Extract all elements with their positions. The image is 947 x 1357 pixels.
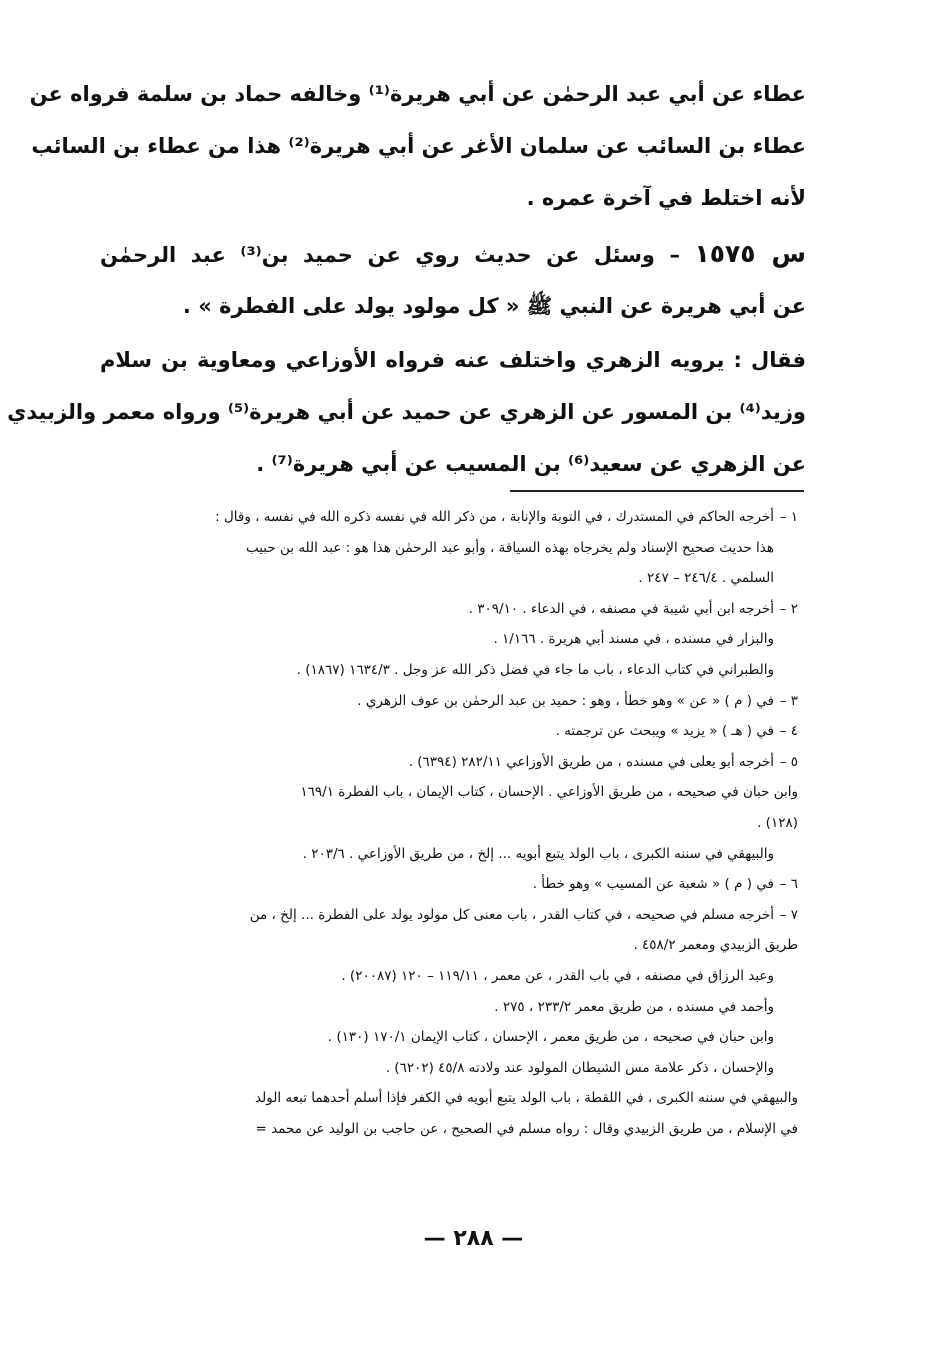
footnote-line: [98, 533, 798, 564]
footnote-text: أخرجه أبو يعلى في مسنده ، من طريق الأوزاعي ٢٨٢/١١ (٦٣٩٤) .: [408, 753, 774, 770]
question-block: [100, 228, 806, 332]
footnote-text: والإحسان ، ذكر علامة مس الشيطان المولود عند ولادته ٤٥/٨ (٦٢٠٢) .: [385, 1059, 774, 1076]
answer-line-1: فقال : يرويه الزهري واختلف عنه فرواه الأوزاعي ومعاوية بن سلام: [100, 348, 806, 372]
footnote-line: [98, 563, 798, 594]
footnote-number: ٤ –: [779, 723, 798, 740]
footnote-line: [98, 808, 798, 839]
question-line-2: عن أبي هريرة عن النبي ﷺ « كل مولود يولد على الفطرة » .: [182, 294, 806, 318]
main-line-2: عطاء بن السائب عن سلمان الأغر عن أبي هريرة⁽²⁾ هذا من عطاء بن السائب: [31, 134, 806, 158]
footnote-text: في ( هـ ) « يزيد » ويبحث عن ترجمته .: [555, 723, 774, 740]
footnote-number: ٥ –: [779, 753, 798, 770]
footnote-text: وأحمد في مسنده ، من طريق معمر ٢٣٣/٢ ، ٢٧٥ .: [494, 998, 774, 1015]
footnote-text: السلمي . ٢٤٦/٤ – ٢٤٧ .: [638, 570, 774, 587]
footnote-line: [98, 716, 798, 747]
footnote-line: [98, 747, 798, 778]
answer-line-3: عن الزهري عن سعيد⁽⁶⁾ بن المسيب عن أبي هريرة⁽⁷⁾ .: [256, 452, 806, 476]
footnote-text: في ( م ) « عن » وهو خطأ ، وهو : حميد بن عبد الرحمٰن بن عوف الزهري .: [357, 692, 774, 709]
footnote-line: [98, 777, 798, 808]
footnote-text: والبيهقي في سننه الكبرى ، باب الولد يتبع أبويه ... إلخ ، من طريق الأوزاعي . ٢٠٣/٦ .: [302, 845, 774, 862]
main-line-3: لأنه اختلط في آخرة عمره .: [526, 186, 806, 210]
footnote-line: [98, 624, 798, 655]
footnote-line: [98, 1083, 798, 1114]
question-line-1: [100, 228, 806, 280]
footnote-text: والطبراني في كتاب الدعاء ، باب ما جاء في فضل ذكر الله عز وجل . ١٦٣٤/٣ (١٨٦٧) .: [296, 661, 774, 678]
footnote-line: [98, 686, 798, 717]
footnote-line: [98, 1053, 798, 1084]
footnote-text: أخرجه مسلم في صحيحه ، في كتاب القدر ، باب معنى كل مولود يولد على الفطرة ... إلخ ، من: [249, 906, 774, 923]
footnote-line: [98, 961, 798, 992]
footnotes: [98, 502, 798, 1144]
footnote-number: ٦ –: [779, 876, 798, 893]
footnote-line: [98, 502, 798, 533]
footnote-text: في ( م ) « شعبة عن المسيب » وهو خطأ .: [532, 876, 774, 893]
footnote-text: والبزار في مسنده ، في مسند أبي هريرة . ١/١٦٦ .: [493, 631, 774, 648]
footnote-line: [98, 900, 798, 931]
footnote-text: والبيهقي في سننه الكبرى ، في اللقطة ، باب الولد يتبع أبويه في الكفر فإذا أسلم أحدهما تبعه الولد: [255, 1090, 798, 1107]
footnote-text: وابن حبان في صحيحه ، من طريق الأوزاعي . الإحسان ، كتاب الإيمان ، باب الفطرة ١٦٩/١: [300, 784, 798, 801]
footnote-number: ٧ –: [779, 906, 798, 923]
answer-block: [7, 334, 806, 490]
footnote-text: وعبد الرزاق في مصنفه ، في باب القدر ، عن معمر ، ١١٩/١١ – ١٢٠ (٢٠٠٨٧) .: [341, 967, 774, 984]
footnote-line: [98, 839, 798, 870]
footnote-number: ٢ –: [779, 600, 798, 617]
page-number: — ٢٨٨ —: [423, 1226, 524, 1251]
footnote-separator: [510, 490, 804, 492]
footnote-line: [98, 930, 798, 961]
footnote-text: طريق الزبيدي ومعمر ٤٥٨/٢ .: [633, 937, 798, 954]
footnote-text: هذا حديث صحيح الإسناد ولم يخرجاه بهذه السياقة ، وأبو عبد الرحمٰن هذا هو : عبد الله بن حبيب: [245, 539, 774, 556]
footnote-number: ١ –: [779, 509, 798, 525]
footnote-line: [98, 992, 798, 1023]
answer-line-2: وزيد⁽⁴⁾ بن المسور عن الزهري عن حميد عن أبي هريرة⁽⁵⁾ ورواه معمر والزبيدي: [7, 400, 806, 424]
footnote-line: [98, 1114, 798, 1145]
footnote-text: وابن حبان في صحيحه ، من طريق معمر ، الإحسان ، كتاب الإيمان ١٧٠/١ (١٣٠) .: [327, 1029, 774, 1046]
main-text: [7, 68, 807, 490]
question-number: س ١٥٧٥: [694, 239, 807, 268]
main-line-1: عطاء عن أبي عبد الرحمٰن عن أبي هريرة⁽¹⁾ وخالفه حماد بن سلمة فرواه عن: [29, 82, 806, 106]
footnote-number: ٣ –: [779, 692, 798, 709]
footnote-text: (١٢٨) .: [757, 814, 798, 831]
footnote-line: [98, 655, 798, 686]
footnote-line: [98, 594, 798, 625]
footnote-text: أخرجه ابن أبي شيبة في مصنفه ، في الدعاء . ٣٠٩/١٠ .: [468, 600, 774, 617]
footnote-line: [98, 869, 798, 900]
footnote-line: [98, 1022, 798, 1053]
question-text-1: – وسئل عن حديث روي عن حميد بن⁽³⁾ عبد الرحمٰن: [100, 243, 680, 267]
footnote-text: أخرجه الحاكم في المستدرك ، في التوبة والإنابة ، من ذكر الله في نفسه ذكره الله في نفسه ، وقال :: [215, 509, 774, 525]
footnote-text: في الإسلام ، من طريق الزبيدي وقال : رواه مسلم في الصحيح ، عن حاجب بن الوليد عن محمد =: [255, 1120, 798, 1137]
